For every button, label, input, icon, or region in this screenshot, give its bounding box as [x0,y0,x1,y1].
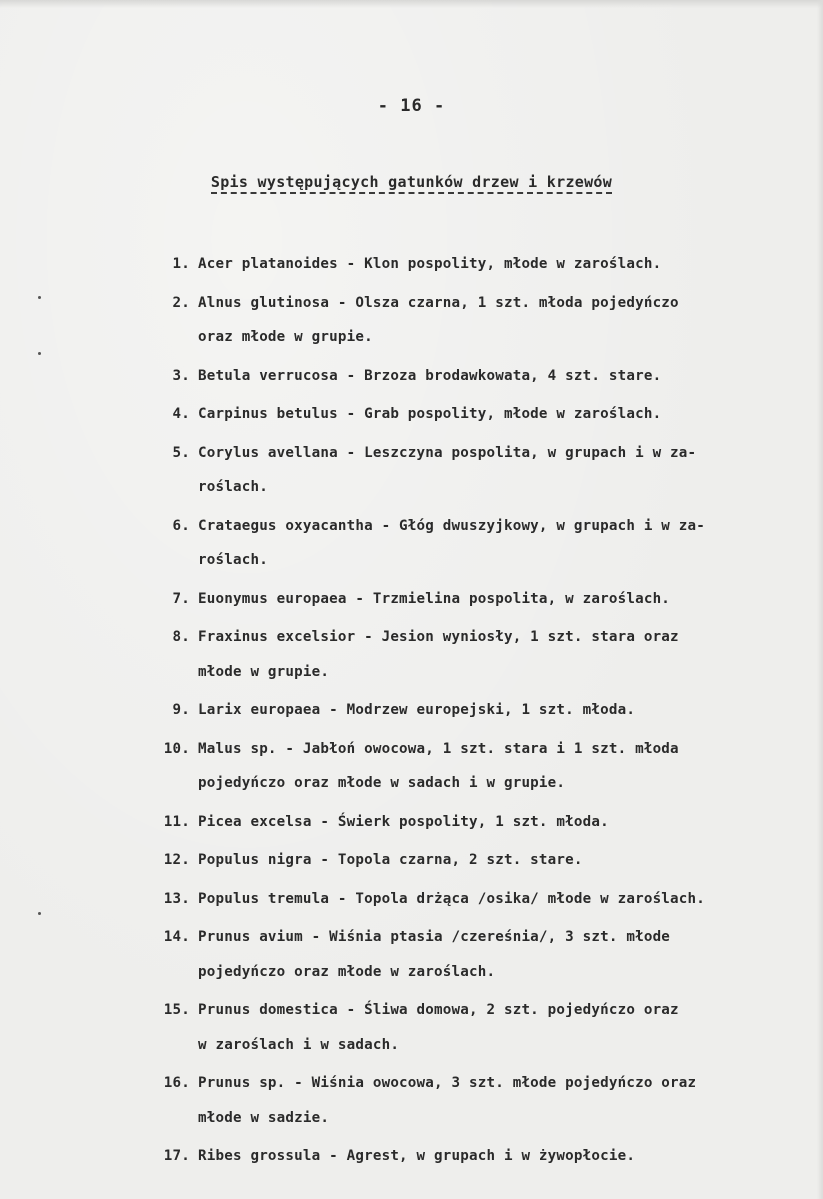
item-number: 13. [163,890,190,907]
list-item [150,247,800,282]
item-text: Ribes grossula - Agrest, w grupach i w żywopłocie. [198,1148,636,1164]
list-item [150,732,800,801]
page-top-edge [0,0,823,8]
item-text: Prunus domestica - Śliwa domowa, 2 szt. pojedyńczo oraz w zaroślach i w sadach. [198,1002,679,1053]
item-text: Picea excelsa - Świerk pospolity, 1 szt. młoda. [198,813,609,830]
ink-speck [38,912,41,915]
item-text: Fraxinus excelsior - Jesion wyniosły, 1 szt. stara oraz młode w grupie. [198,629,679,680]
page-number: - 16 - [377,96,446,116]
list-item [150,1066,800,1135]
item-number: 17. [163,1148,190,1164]
item-number: 5. [172,444,190,461]
item-number: 6. [172,517,190,534]
item-number: 3. [172,367,190,384]
list-item [150,509,800,578]
item-text: Populus nigra - Topola czarna, 2 szt. stare. [198,852,583,868]
item-text: Prunus avium - Wiśnia ptasia /czereśnia/, 3 szt. młode pojedyńczo oraz młode w zaroślach. [198,929,671,980]
item-number: 16. [163,1075,190,1091]
list-item [150,693,800,728]
list-item [150,993,800,1062]
item-number: 11. [163,813,190,830]
list-item [150,805,800,840]
item-text: Malus sp. - Jabłoń owocowa, 1 szt. stara i 1 szt. młoda pojedyńczo oraz młode w sadach i w grupie. [198,740,679,791]
item-text: Acer platanoides - Klon pospolity, młode w zaroślach. [198,256,662,272]
item-number: 9. [172,702,190,718]
species-list [150,247,800,1178]
list-item [150,436,800,505]
item-text: Alnus glutinosa - Olsza czarna, 1 szt. młoda pojedyńczo oraz młode w grupie. [198,294,679,345]
item-number: 14. [163,929,190,945]
item-number: 1. [172,256,190,272]
item-number: 2. [172,294,190,311]
document-title [0,173,823,191]
item-number: 10. [163,740,190,757]
list-item [150,359,800,394]
ink-speck [38,296,41,299]
list-item [150,582,800,617]
item-text: Euonymus europaea - Trzmielina pospolita, w zaroślach. [198,590,671,607]
list-item [150,286,800,355]
item-text: Prunus sp. - Wiśnia owocowa, 3 szt. młode pojedyńczo oraz młode w sadzie. [198,1075,697,1126]
item-number: 7. [172,590,190,607]
item-text: Crataegus oxyacantha - Głóg dwuszyjkowy, w grupach i w za- roślach. [198,517,706,568]
item-text: Betula verrucosa - Brzoza brodawkowata, 4 szt. stare. [198,367,662,384]
ink-speck [38,352,41,355]
list-item [150,920,800,989]
item-number: 4. [172,406,190,422]
item-text: Larix europaea - Modrzew europejski, 1 szt. młoda. [198,702,636,718]
list-item [150,882,800,917]
document-title-text: Spis występujących gatunków drzew i krzewów [211,173,612,194]
list-item [150,843,800,878]
item-number: 8. [172,629,190,645]
item-number: 12. [163,852,190,868]
list-item [150,1139,800,1174]
item-number: 15. [163,1002,190,1018]
list-item [150,397,800,432]
item-text: Populus tremula - Topola drżąca /osika/ młode w zaroślach. [198,890,706,907]
item-text: Corylus avellana - Leszczyna pospolita, w grupach i w za- roślach. [198,444,697,495]
item-text: Carpinus betulus - Grab pospolity, młode w zaroślach. [198,406,662,422]
list-item [150,620,800,689]
